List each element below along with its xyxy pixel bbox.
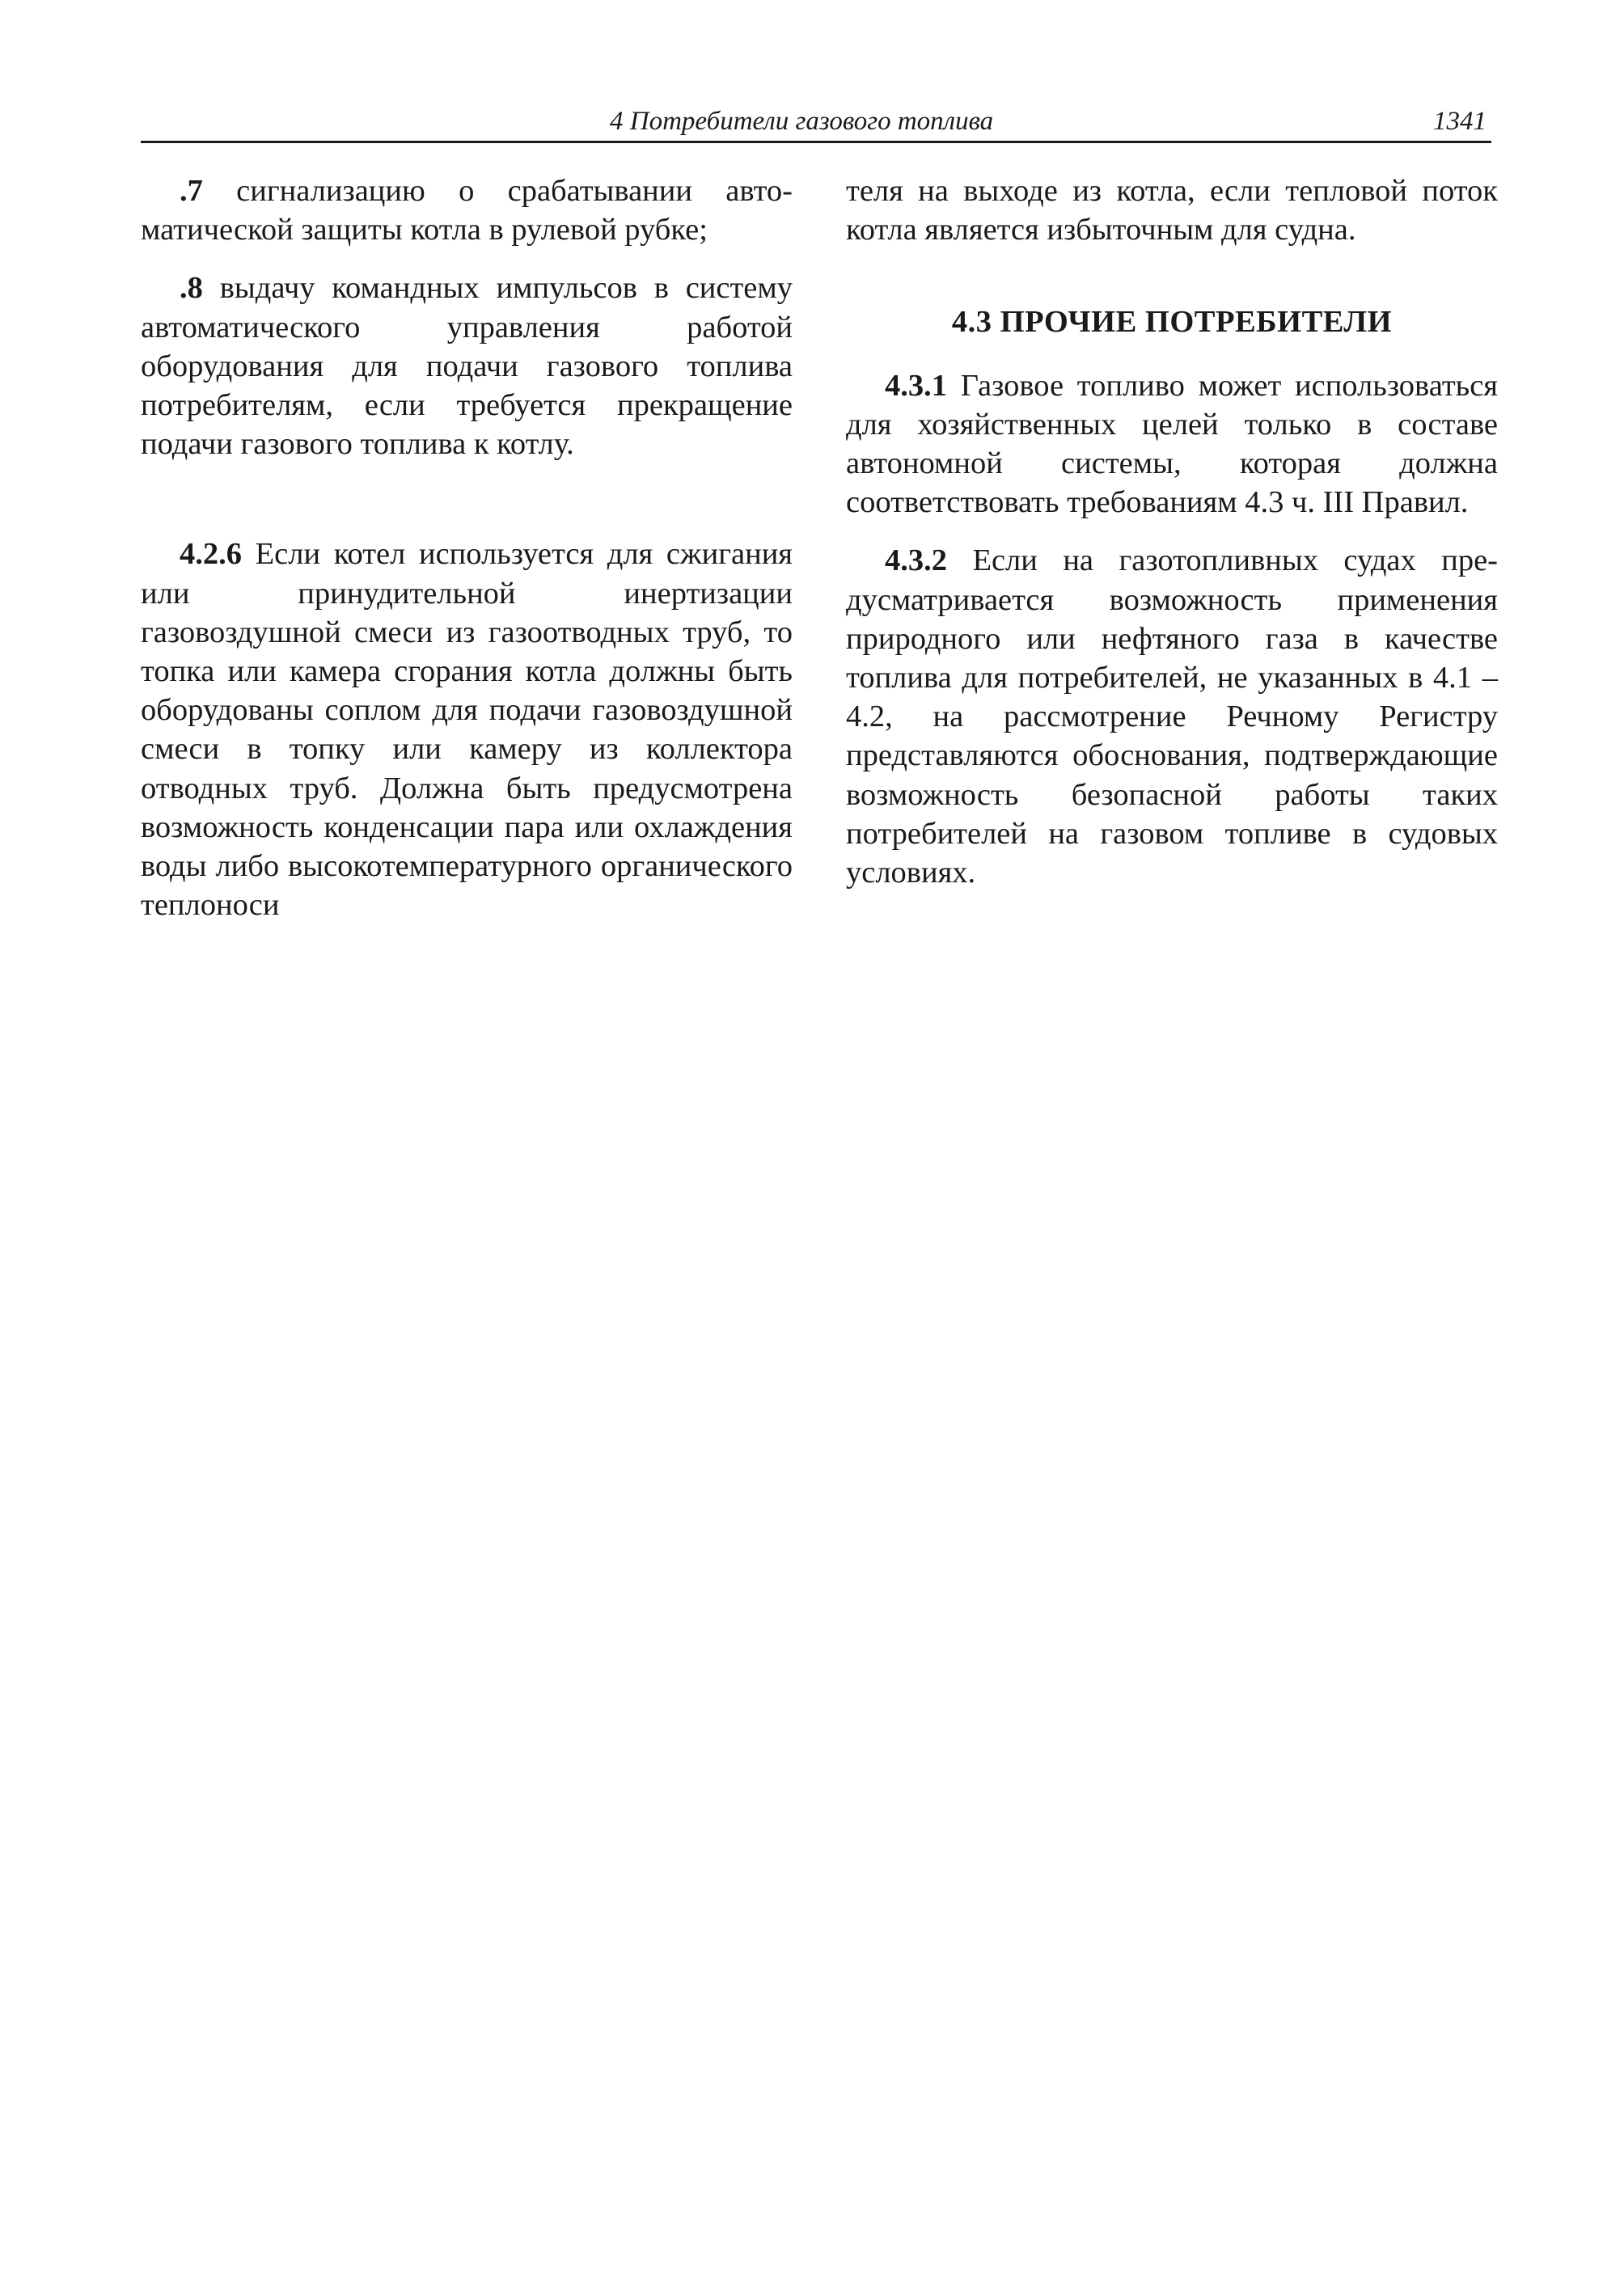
left-column bbox=[141, 171, 793, 924]
paragraph-4-3-1 bbox=[846, 366, 1498, 522]
list-item-8 bbox=[141, 268, 793, 463]
paragraph-number: 4.3.1 bbox=[885, 368, 947, 403]
paragraph-text: Если котел используется для сжигания или принудительной инертизации газовоздушной смеси из газоотводных труб, то топка или камера сгорания котла должны быть оборудованы соплом для подачи газовоздушной смеси в топку или камеру из коллектора отводных труб. Должна быть предусмотрена возможность конденсации пара или охлаждения воды либо высокотемпературного органического теплоноси bbox=[141, 537, 793, 923]
list-item-7 bbox=[141, 171, 793, 249]
paragraph-4-3-2 bbox=[846, 541, 1498, 892]
paragraph-number: 4.2.6 bbox=[180, 537, 242, 572]
paragraph-4-2-6 bbox=[141, 535, 793, 924]
paragraph-number: 4.3.2 bbox=[885, 543, 947, 578]
right-column bbox=[846, 171, 1498, 892]
item-number: .7 bbox=[180, 174, 203, 208]
continued-paragraph: теля на выходе из котла, если тепловой поток котла является избыточным для судна. bbox=[846, 174, 1498, 247]
paragraph-text: Газовое топливо может использоваться для хозяйственных целей только в составе автономной системы, которая должна соответствовать требованиям 4.3 ч. III Правил. bbox=[846, 368, 1498, 520]
running-header bbox=[141, 104, 1491, 143]
section-heading: 4.3 ПРОЧИЕ ПОТРЕБИТЕЛИ bbox=[951, 305, 1393, 340]
chapter-title: 4 Потребители газового топлива bbox=[610, 107, 994, 136]
item-text: выдачу командных импульсов в систему автоматического управления работой оборудования для подачи газового топлива потребителям, если требуется прекращение подачи газового топлива к котлу. bbox=[141, 271, 793, 462]
page-number: 1341 bbox=[1433, 107, 1487, 136]
item-number: .8 bbox=[180, 271, 203, 306]
item-text: сигнализацию о срабатывании автоматической защиты котла в рулевой рубке; bbox=[141, 174, 793, 247]
paragraph-text: Если на газотопливных судах предусматривается возможность применения природного или нефтяного газа в качестве топлива для потребителей, не указанных в 4.1 – 4.2, на рассмотрение Речному Регистру представляются обоснования, подтверждающие возможность безопасной работы таких потребителей на газовом топливе в судовых условиях. bbox=[846, 543, 1498, 890]
